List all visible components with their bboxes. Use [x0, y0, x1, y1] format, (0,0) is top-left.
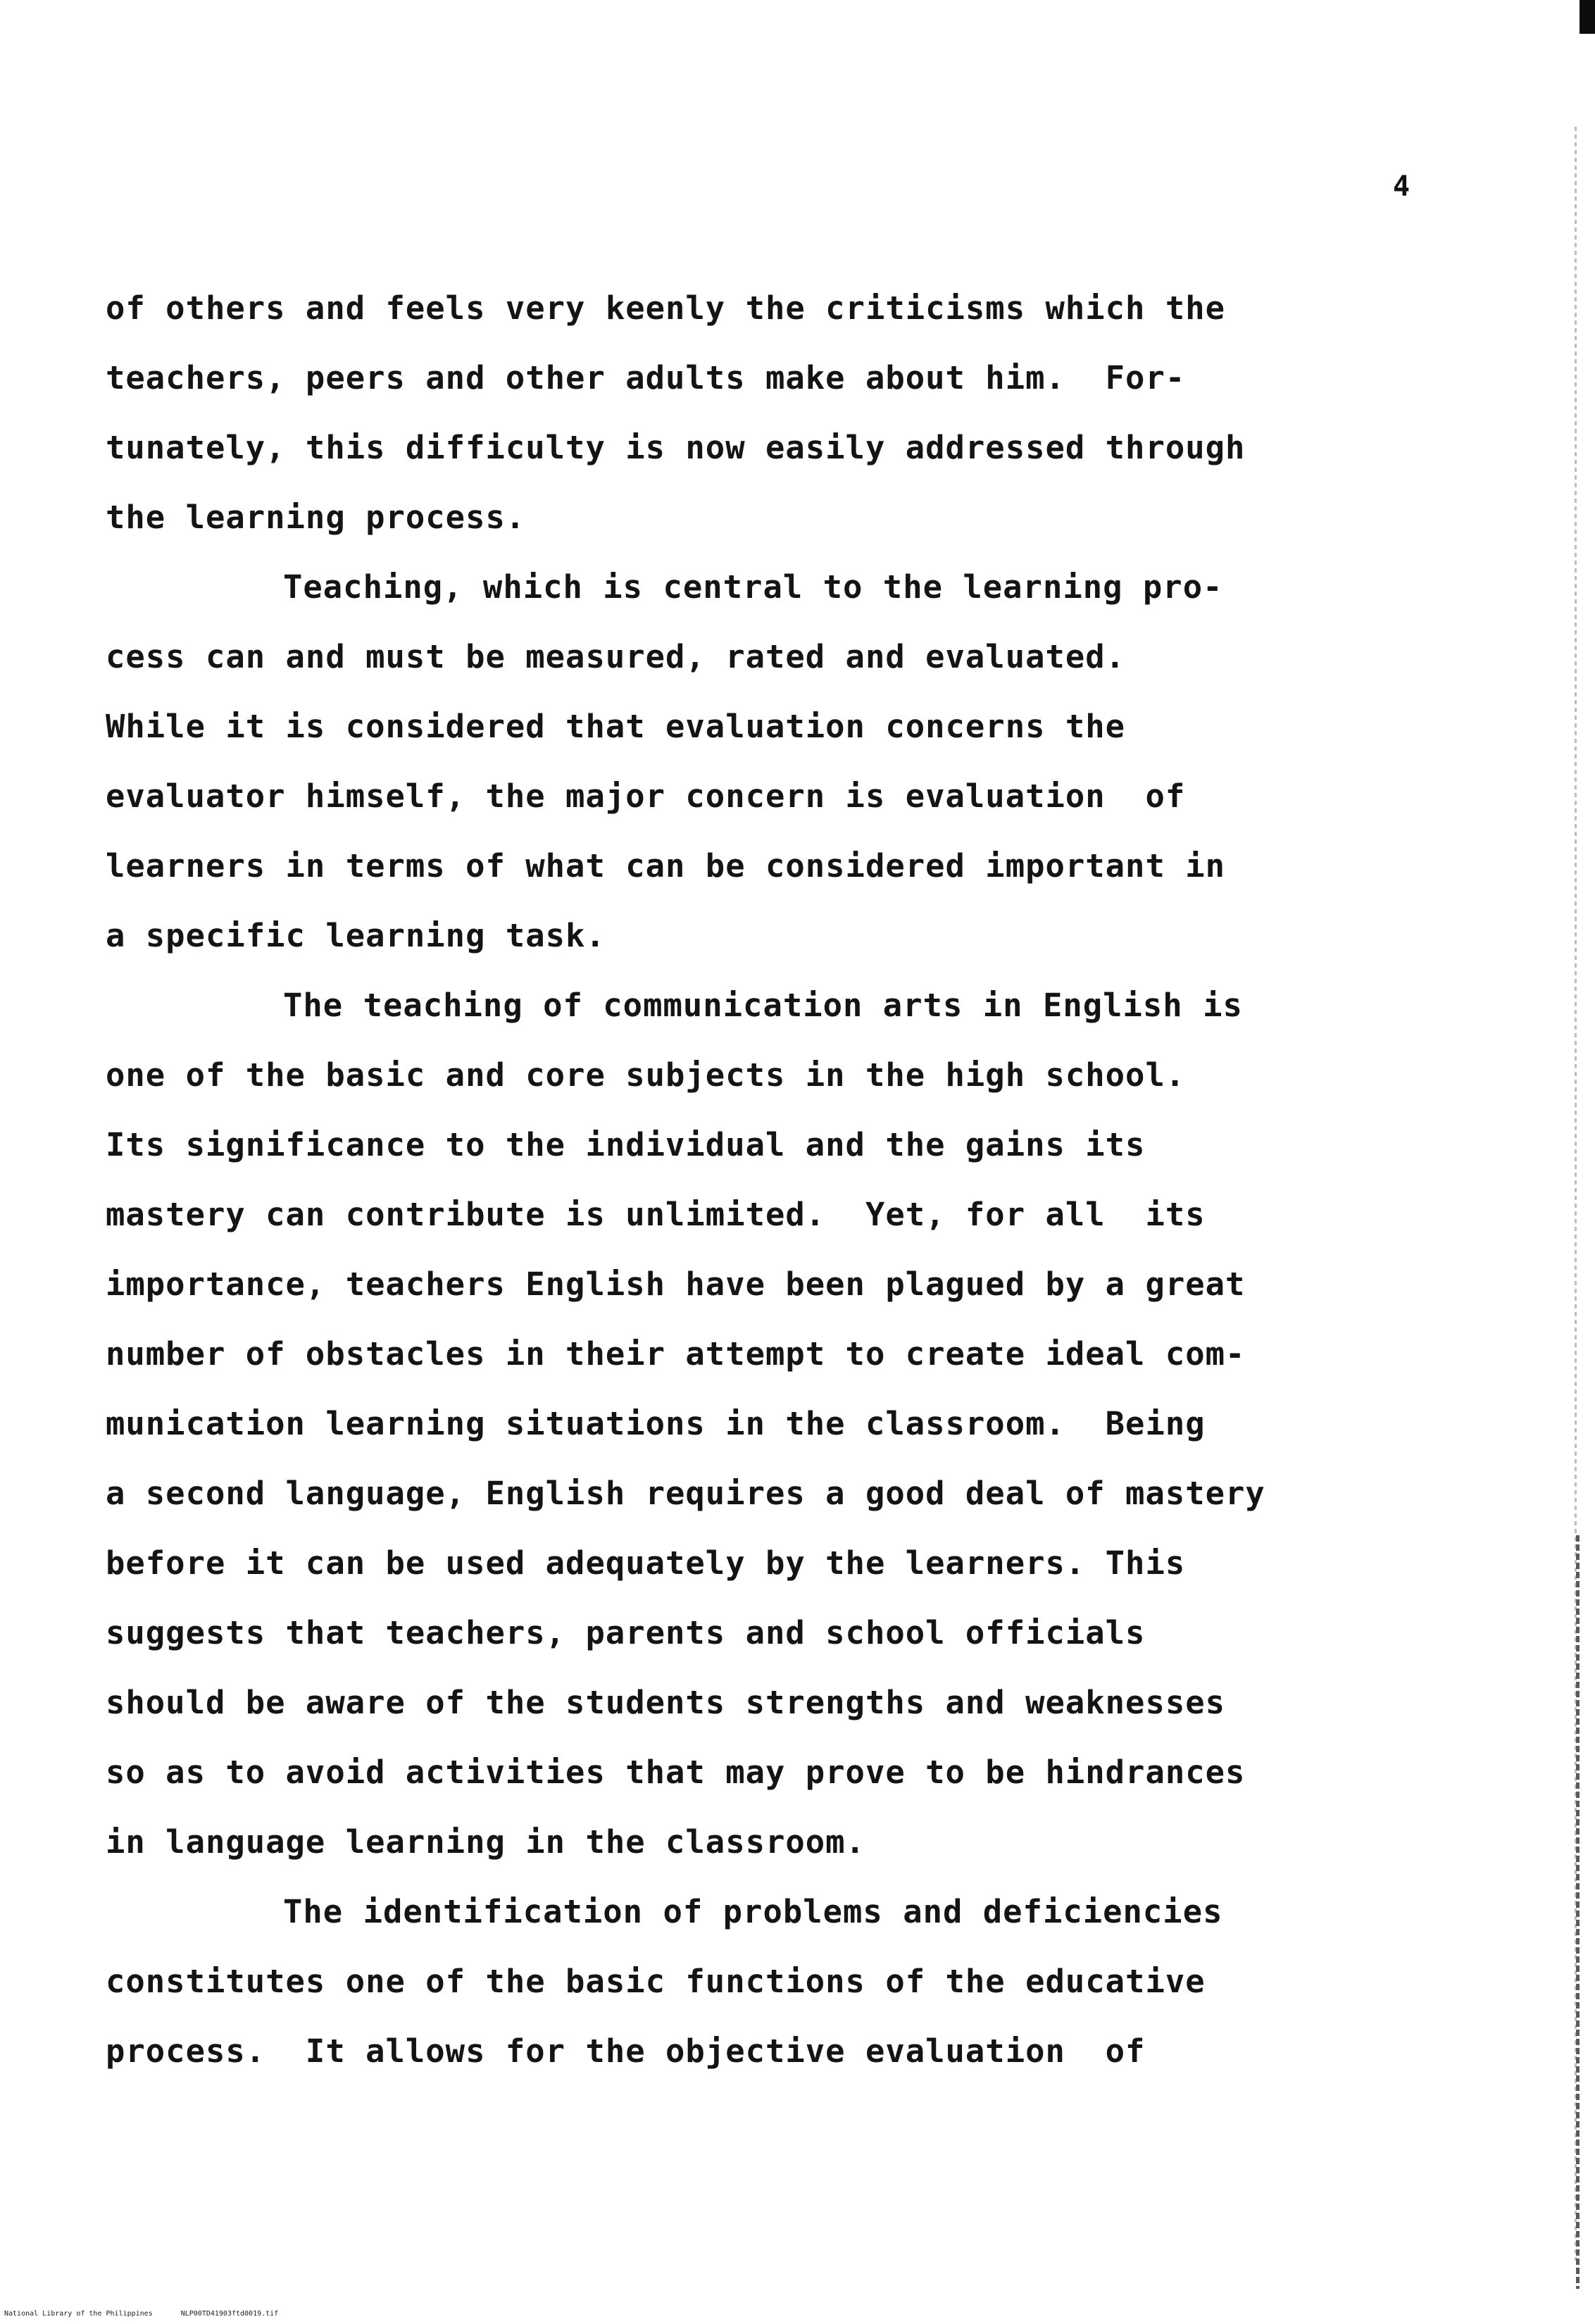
text-line: should be aware of the students strengths and weaknesses — [106, 1684, 1226, 1721]
body-text — [106, 273, 1373, 2086]
text-line: Teaching, which is central to the learning pro- — [283, 568, 1223, 606]
page-number: 4 — [1393, 170, 1411, 203]
scan-edge-line-dark — [1576, 1535, 1580, 2289]
text-line: The teaching of communication arts in English is — [283, 987, 1243, 1024]
text-line: of others and feels very keenly the criticisms which the — [106, 289, 1226, 327]
text-line: before it can be used adequately by the learners. This — [106, 1544, 1186, 1582]
text-line: mastery can contribute is unlimited. Yet, for all its — [106, 1196, 1206, 1233]
text-line: The identification of problems and deficiencies — [283, 1893, 1223, 1930]
scan-footer — [4, 2310, 278, 2318]
text-line: teachers, peers and other adults make about him. For- — [106, 359, 1186, 396]
paragraph — [106, 273, 1373, 552]
paragraph — [106, 552, 1373, 970]
text-line: importance, teachers English have been plagued by a great — [106, 1266, 1246, 1303]
text-line: one of the basic and core subjects in the high school. — [106, 1056, 1186, 1094]
text-line: munication learning situations in the classroom. Being — [106, 1405, 1206, 1442]
text-line: the learning process. — [106, 499, 526, 536]
text-line: learners in terms of what can be considered important in — [106, 847, 1226, 885]
text-line: Its significance to the individual and the gains its — [106, 1126, 1146, 1163]
text-line: While it is considered that evaluation concerns the — [106, 708, 1126, 745]
text-line: so as to avoid activities that may prove to be hindrances — [106, 1754, 1246, 1791]
text-line: cess can and must be measured, rated and evaluated. — [106, 638, 1126, 675]
text-line: evaluator himself, the major concern is evaluation of — [106, 777, 1186, 815]
text-line: in language learning in the classroom. — [106, 1823, 865, 1861]
footer-library-name: National Library of the Philippines — [4, 2310, 153, 2318]
scan-edge-mark — [1580, 0, 1595, 34]
text-line: a specific learning task. — [106, 917, 606, 954]
text-line: suggests that teachers, parents and school officials — [106, 1614, 1146, 1651]
text-line: tunately, this difficulty is now easily addressed through — [106, 429, 1246, 466]
paragraph — [106, 1877, 1373, 2086]
text-line: a second language, English requires a good deal of mastery — [106, 1475, 1265, 1512]
text-line: process. It allows for the objective evaluation of — [106, 2032, 1146, 2070]
text-line: constitutes one of the basic functions of the educative — [106, 1963, 1206, 2000]
footer-file-id: NLP00TD41903ftd0019.tif — [180, 2310, 279, 2318]
text-line: number of obstacles in their attempt to create ideal com- — [106, 1335, 1246, 1373]
paragraph — [106, 970, 1373, 1877]
